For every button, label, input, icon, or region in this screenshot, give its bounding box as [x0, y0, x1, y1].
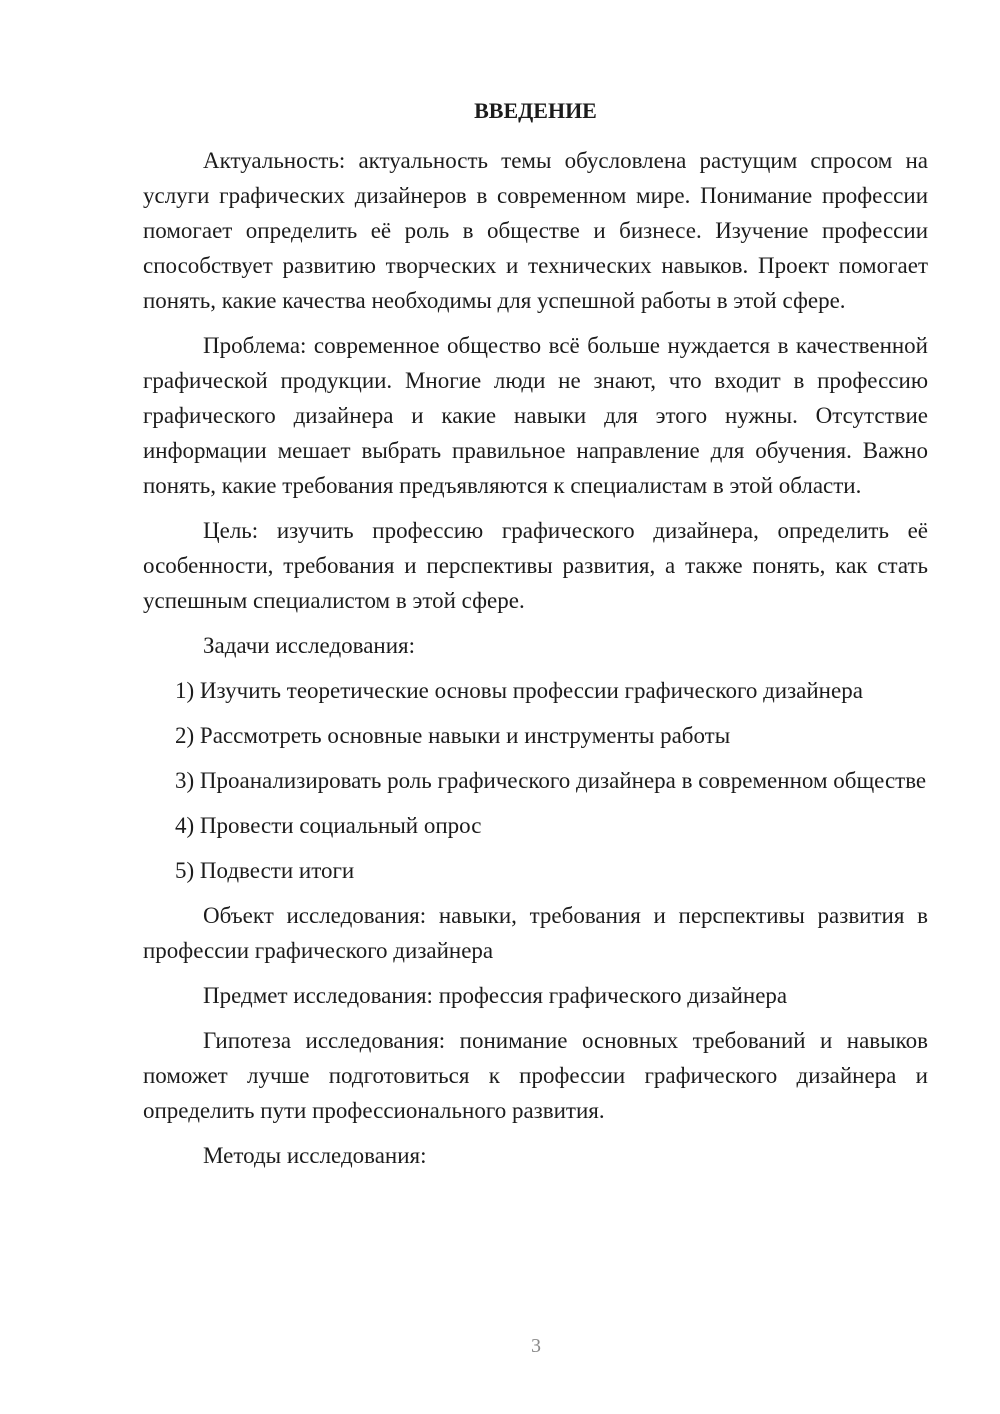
section-heading: ВВЕДЕНИЕ	[474, 98, 597, 123]
task-item: 4) Провести социальный опрос	[175, 813, 482, 838]
paragraph-subject: Предмет исследования: профессия графического дизайнера	[203, 983, 788, 1008]
paragraph-relevance: Актуальность: актуальность темы обусловлена растущим спросом на услуги графических дизайнеров в современном мире. Понимание профессии помогает определить её роль в обществе и бизнесе. Изучение профессии способствует развитию творческих и технических навыков. Проект помогает понять, какие качества необходимы для успешной работы в этой сфере.	[143, 148, 928, 313]
methods-title: Методы исследования:	[203, 1143, 427, 1168]
paragraph-object: Объект исследования: навыки, требования и перспективы развития в профессии графического дизайнера	[143, 903, 928, 963]
task-item: 3) Проанализировать роль графического дизайнера в современном обществе	[175, 768, 927, 793]
task-item: 1) Изучить теоретические основы профессии графического дизайнера	[175, 678, 863, 703]
page-number: 3	[531, 1335, 541, 1357]
paragraph-goal: Цель: изучить профессию графического дизайнера, определить её особенности, требования и перспективы развития, а также понять, как стать успешным специалистом в этой сфере.	[143, 518, 928, 613]
task-item: 5) Подвести итоги	[175, 858, 355, 883]
task-item: 2) Рассмотреть основные навыки и инструменты работы	[175, 723, 731, 748]
tasks-title: Задачи исследования:	[203, 633, 416, 658]
paragraph-hypothesis: Гипотеза исследования: понимание основных требований и навыков поможет лучше подготовиться к профессии графического дизайнера и определить пути профессионального развития.	[143, 1028, 928, 1123]
tasks-list	[143, 673, 928, 888]
paragraph-problem: Проблема: современное общество всё больше нуждается в качественной графической продукции. Многие люди не знают, что входит в профессию графического дизайнера и какие навыки для этого нужны. Отсутствие информации мешает выбрать правильное направление для обучения. Важно понять, какие требования предъявляются к специалистам в этой области.	[143, 333, 928, 498]
page-content	[143, 96, 928, 1183]
